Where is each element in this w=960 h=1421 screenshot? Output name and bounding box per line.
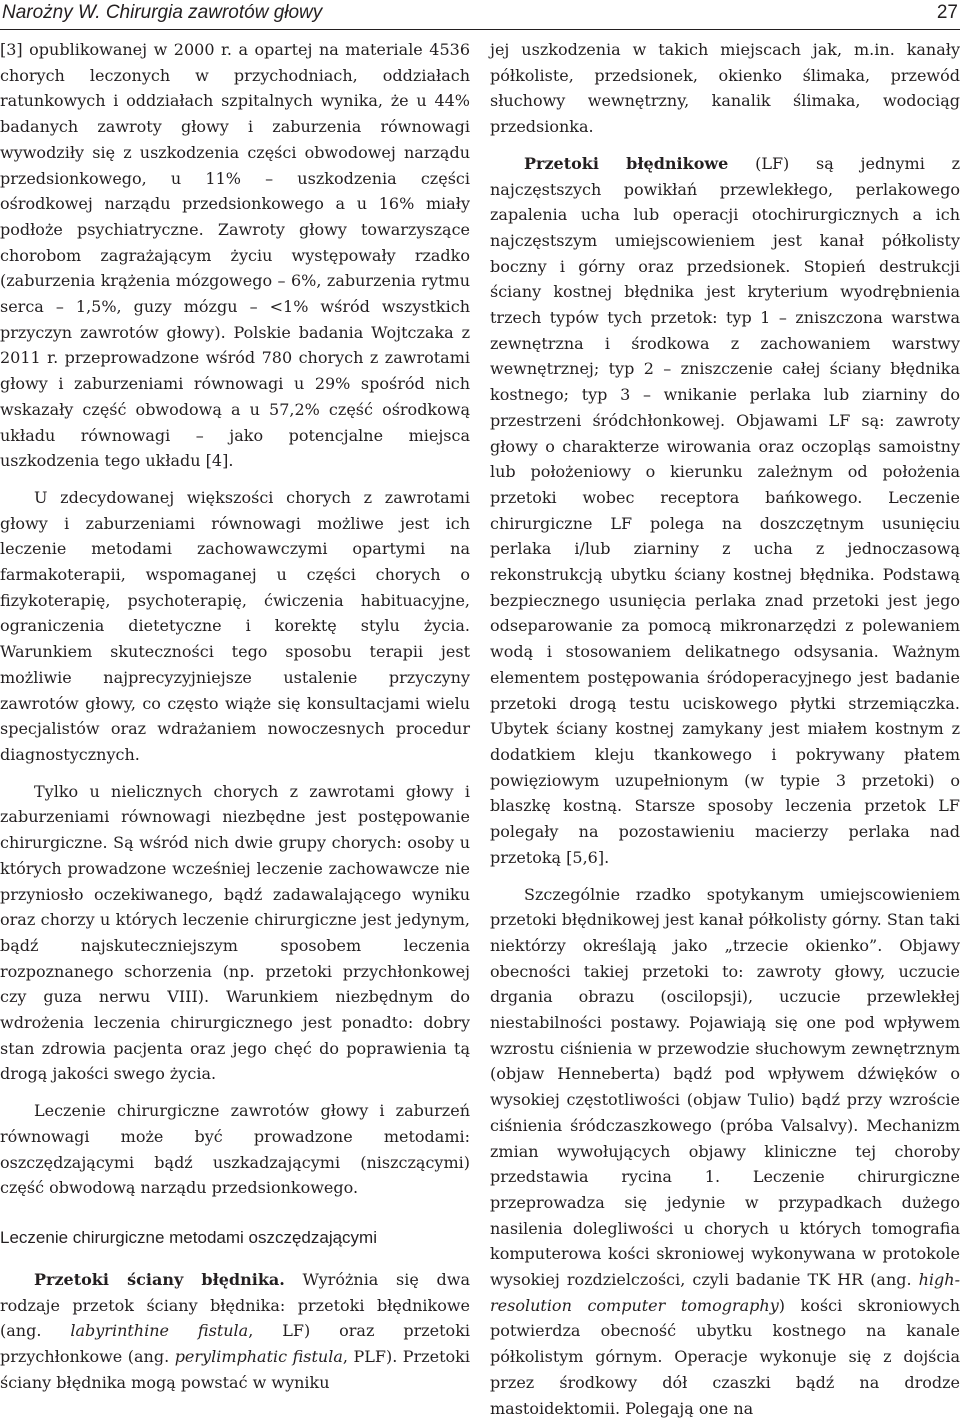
text-run: Wyróżnia się dwa rodzaje przetok ściany błędnika: przetoki błędnikowe (ang.	[0, 1270, 470, 1340]
term-italic: perylimphatic fistula	[175, 1347, 343, 1366]
text-run: (LF) są jednymi z najczęstszych powikłań przewlekłego, perlakowego zapalenia ucha lub operacji otochirurgicznych a ich najczęstszym umiejscowieniem jest kanał półkolisty boczny i górny oraz przedsionek. Stopień destrukcji ściany kostnej błędnika jest kryterium wyodrębnienia trzech typów tych przetok: typ 1 – zniszczona warstwa zewnętrzna i środkowa z zachowaniem warstwy wewnętrznej; typ 2 – zniszczenie całej ściany błędnika kostnego; typ 3 – wnikanie perlaka lub ziarniny do przestrzeni śródchłonkowej. Objawami LF są: zawroty głowy o charakterze wirowania oraz oczopląs samoistny lub położeniowy o kierunku zależnym od położenia przetoki wobec receptora bańkowego. Leczenie chirurgiczne LF polega na doszczętnym usunięciu perlaka i/lub ziarniny z ucha z jednoczasową rekonstrukcją ubytku ściany kostnej błędnika. Podstawą bezpiecznego usunięcia perlaka znad przetoki jest jego odseparowanie za pomocą mikronarzędzi z polewaniem wodą i stosowaniem delikatnego odsysania. Ważnym elementem postępowania śródoperacyjnego jest badanie przetoki drogą testu uciskowego płytki strzemiączka. Ubytek ściany kostnej zamykany jest miałem kostnym z dodatkiem kleju tkankowego i pokrywany płatem powięziowym uzupełnionym (w typie 3 przetoki) o blaszkę kostną. Starsze sposoby leczenia przetok LF polegały na pozostawieniu macierzy perlaka nad przetoką [5,6].	[490, 154, 960, 867]
text-run: , LF) oraz przetoki przychłonkowe (ang.	[0, 1321, 470, 1366]
section-heading: Leczenie chirurgiczne metodami oszczędzającymi	[0, 1226, 470, 1249]
paragraph-conservative-treatment: U zdecydowanej większości chorych z zawrotami głowy i zaburzeniami równowagi możliwe jest ich leczenie metodami zachowawczymi opartymi na farmakoterapii, wspomaganej u części chorych o fizykoterapię, psychoterapię, ćwiczenia habituacyjne, ograniczenia dietetyczne i korektę stylu życia. Warunkiem skuteczności tego sposobu terapii jest możliwie najprecyzyjniejsze ustalenie przyczyny zawrotów głowy, co często wiąże się konsultacjami wielu specjalistów oraz wdrażaniem nowoczesnych procedur diagnostycznych.	[0, 485, 470, 768]
paragraph-continued: [3] opublikowanej w 2000 r. a opartej na materiale 4536 chorych leczonych w przychodniach, oddziałach ratunkowych i oddziałach szpitalnych wynika, że u 44% badanych zawroty głowy i zaburzenia równowagi wywodziły się z uszkodzenia części obwodowej narządu przedsionkowego, u 11% – uszkodzenia części ośrodkowej narządu przedsionkowego a u 16% miały podłoże psychiatryczne. Zawroty głowy towarzyszące chorobom zagrażającym życiu występowały rzadko (zaburzenia krążenia mózgowego – 6%, zaburzenia rytmu serca – 1,5%, guzy mózgu – <1% wśród wszystkich przyczyn zawrotów głowy). Polskie badania Wojtczaka z 2011 r. przeprowadzone wśród 780 chorych z zawrotami głowy i zaburzeniami równowagi u 29% spośród nich wskazały część obwodową a u 57,2% część ośrodkową układu równowagi – jako potencjalne miejsca uszkodzenia tego układu [4].	[0, 37, 470, 474]
text-run: Szczególnie rzadko spotykanym umiejscowieniem przetoki błędnikowej jest kanał półkolisty górny. Stan taki niektórzy określają jako „trzecie okienko”. Objawy obecności takiej przetoki to: zawroty głowy, uczucie drgania obrazu (oscilopsji), uczucie przewlekłej niestabilności postawy. Pojawiają się one pod wpływem wzrostu ciśnienia w przewodzie słuchowym zewnętrznym (objaw Henneberta) bądź pod wpływem dźwięków o wysokiej częstotliwości (objaw Tulio) bądź przy wzroście ciśnienia śródczaszkowego (próba Valsalvy). Mechanizm zmian wywołujących objawy kliniczne tej choroby przedstawia rycina 1. Leczenie chirurgiczne przeprowadza się jedynie w przypadkach dużego nasilenia dolegliwości u chorych u których tomografia komputerowa kości skroniowej wykonywana w protokole wysokiej rozdzielczości, czyli badanie TK HR (ang.	[490, 885, 960, 1290]
running-header	[0, 0, 960, 30]
right-column	[490, 37, 960, 1382]
paragraph-superior-canal	[490, 882, 960, 1421]
paragraph-labyrinthine-fistula	[490, 151, 960, 871]
page-number: 27	[937, 1, 958, 25]
run-in-heading: Przetoki błędnikowe	[524, 154, 728, 173]
paragraph-continued: jej uszkodzenia w takich miejscach jak, m.in. kanały półkoliste, przedsionek, okienko ślimaka, przewód słuchowy wewnętrzny, kanalik ślimaka, wodociąg przedsionka.	[490, 37, 960, 140]
paragraph-fistula-types	[0, 1267, 470, 1396]
paragraph-surgical-indications: Tylko u nielicznych chorych z zawrotami głowy i zaburzeniami równowagi niezbędne jest postępowanie chirurgiczne. Są wśród nich dwie grupy chorych: osoby u których prowadzone wcześniej leczenie zachowawcze nie przyniosło oczekiwanego, bądź zadawalającego wyniku oraz chorzy u których leczenie chirurgiczne jest jedynym, bądź najskuteczniejszym sposobem leczenia rozpoznanego schorzenia (np. przetoki przychłonkowej czy guza nerwu VIII). Warunkiem niezbędnym do wdrożenia leczenia chirurgicznego jest ponadto: dobry stan zdrowia pacjenta oraz jego chęć do poprawienia tą drogą jakości swego życia.	[0, 779, 470, 1087]
running-head: Narożny W. Chirurgia zawrotów głowy	[2, 1, 322, 25]
term-italic: labyrinthine fistula	[70, 1321, 248, 1340]
paragraph-surgical-methods: Leczenie chirurgiczne zawrotów głowy i zaburzeń równowagi może być prowadzone metodami: oszczędzającymi bądź uszkadzającymi (niszczącymi) część obwodową narządu przedsionkowego.	[0, 1098, 470, 1201]
run-in-heading: Przetoki ściany błędnika.	[34, 1270, 285, 1289]
left-column	[0, 37, 470, 1382]
text-run: ) kości skroniowych potwierdza obecność ubytku kostnego na kanale półkolistym górnym. Operacje wykonuje się z dojścia przez środkowy dół czaszki bądź na drodze mastoidektomii. Polegają one na	[490, 1296, 960, 1418]
text-run: , PLF). Przetoki ściany błędnika mogą powstać w wyniku	[0, 1347, 470, 1392]
term-italic: high-resolution computer tomography	[490, 1270, 960, 1315]
header-rule	[0, 29, 960, 30]
